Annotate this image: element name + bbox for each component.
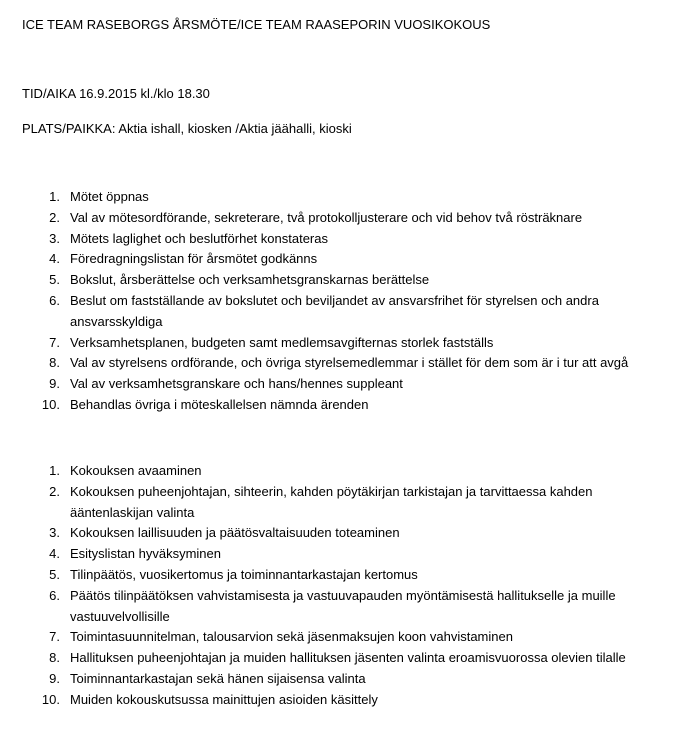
agenda-item [0, 627, 660, 648]
agenda-item-number: 4. [49, 251, 60, 267]
agenda-item [0, 291, 660, 333]
agenda-item-text: Hallituksen puheenjohtajan ja muiden hallituksen jäsenten valinta eroamisvuorossa olevien tilalle [70, 650, 626, 666]
agenda-item-number: 3. [49, 230, 60, 246]
agenda-item-text: Bokslut, årsberättelse och verksamhetsgranskarnas berättelse [70, 272, 430, 288]
agenda-item-text: Kokouksen puheenjohtajan, sihteerin, kahden pöytäkirjan tarkistajan ja tarvittaessa kahden ääntenlaskijan valinta [70, 483, 593, 520]
agenda-item-number: 9. [49, 376, 60, 392]
agenda-item-number: 7. [49, 334, 60, 350]
agenda-list-finnish [0, 461, 660, 711]
agenda-item-number: 1. [49, 189, 60, 204]
agenda-item [0, 565, 660, 586]
agenda-item [0, 648, 660, 669]
agenda-item-text: Kokouksen avaaminen [70, 463, 202, 478]
agenda-item [0, 187, 660, 208]
agenda-item-number: 5. [49, 272, 60, 288]
agenda-item-number: 10. [41, 396, 60, 412]
agenda-item-text: Mötets laglighet och beslutförhet konstateras [70, 230, 328, 246]
agenda-item [0, 690, 660, 711]
agenda-item-text: Föredragningslistan för årsmötet godkänns [70, 251, 318, 267]
agenda-item [0, 208, 660, 229]
agenda-item [0, 482, 660, 524]
meeting-place: PLATS/PAIKKA: Aktia ishall, kiosken /Aktia jäähalli, kioski [22, 121, 352, 136]
agenda-item-number: 3. [49, 525, 60, 541]
agenda-item-number: 8. [49, 355, 60, 371]
agenda-item [0, 249, 660, 270]
agenda-item-number: 8. [49, 650, 60, 666]
agenda-item [0, 586, 660, 628]
agenda-item-text: Tilinpäätös, vuosikertomus ja toiminnantarkastajan kertomus [70, 566, 418, 582]
agenda-item-text: Mötet öppnas [70, 189, 149, 204]
agenda-item-number: 2. [49, 483, 60, 499]
agenda-item [0, 669, 660, 690]
agenda-item-number: 2. [49, 209, 60, 225]
agenda-item [0, 229, 660, 250]
agenda-item-number: 7. [49, 629, 60, 645]
agenda-item-number: 1. [49, 463, 60, 478]
meeting-time: TID/AIKA 16.9.2015 kl./klo 18.30 [22, 86, 210, 101]
agenda-item [0, 333, 660, 354]
agenda-item [0, 523, 660, 544]
agenda-item-number: 6. [49, 292, 60, 308]
agenda-item-text: Toiminnantarkastajan sekä hänen sijaisensa valinta [70, 670, 366, 686]
agenda-item-number: 5. [49, 566, 60, 582]
agenda-list-swedish [0, 187, 660, 416]
agenda-item-text: Behandlas övriga i möteskallelsen nämnda ärenden [70, 396, 369, 412]
agenda-item [0, 395, 660, 416]
agenda-item-text: Val av mötesordförande, sekreterare, två protokolljusterare och vid behov två rösträknare [70, 209, 583, 225]
agenda-item-text: Päätös tilinpäätöksen vahvistamisesta ja vastuuvapauden myöntämisestä hallitukselle ja muille vastuuvelvollisille [70, 587, 616, 624]
agenda-item-number: 6. [49, 587, 60, 603]
agenda-item [0, 353, 660, 374]
agenda-item-text: Esityslistan hyväksyminen [70, 546, 221, 562]
agenda-item-text: Beslut om fastställande av bokslutet och beviljandet av ansvarsfrihet för styrelsen och andra ansvarsskyldiga [70, 292, 599, 329]
agenda-item-text: Muiden kokouskutsussa mainittujen asioiden käsittely [70, 691, 378, 707]
document-title: ICE TEAM RASEBORGS ÅRSMÖTE/ICE TEAM RAASEPORIN VUOSIKOKOUS [22, 17, 491, 32]
agenda-item-text: Verksamhetsplanen, budgeten samt medlemsavgifternas storlek fastställs [70, 334, 494, 350]
agenda-item-text: Toimintasuunnitelman, talousarvion sekä jäsenmaksujen koon vahvistaminen [70, 629, 513, 645]
agenda-item [0, 461, 660, 482]
agenda-item-number: 10. [41, 691, 60, 707]
agenda-item [0, 544, 660, 565]
agenda-item-text: Val av styrelsens ordförande, och övriga styrelsemedlemmar i stället för dem som är i tur att avgå [70, 355, 629, 371]
agenda-item-number: 9. [49, 670, 60, 686]
agenda-item-number: 4. [49, 546, 60, 562]
agenda-item [0, 374, 660, 395]
agenda-item [0, 270, 660, 291]
agenda-item-text: Kokouksen laillisuuden ja päätösvaltaisuuden toteaminen [70, 525, 400, 541]
agenda-item-text: Val av verksamhetsgranskare och hans/hennes suppleant [70, 376, 403, 392]
